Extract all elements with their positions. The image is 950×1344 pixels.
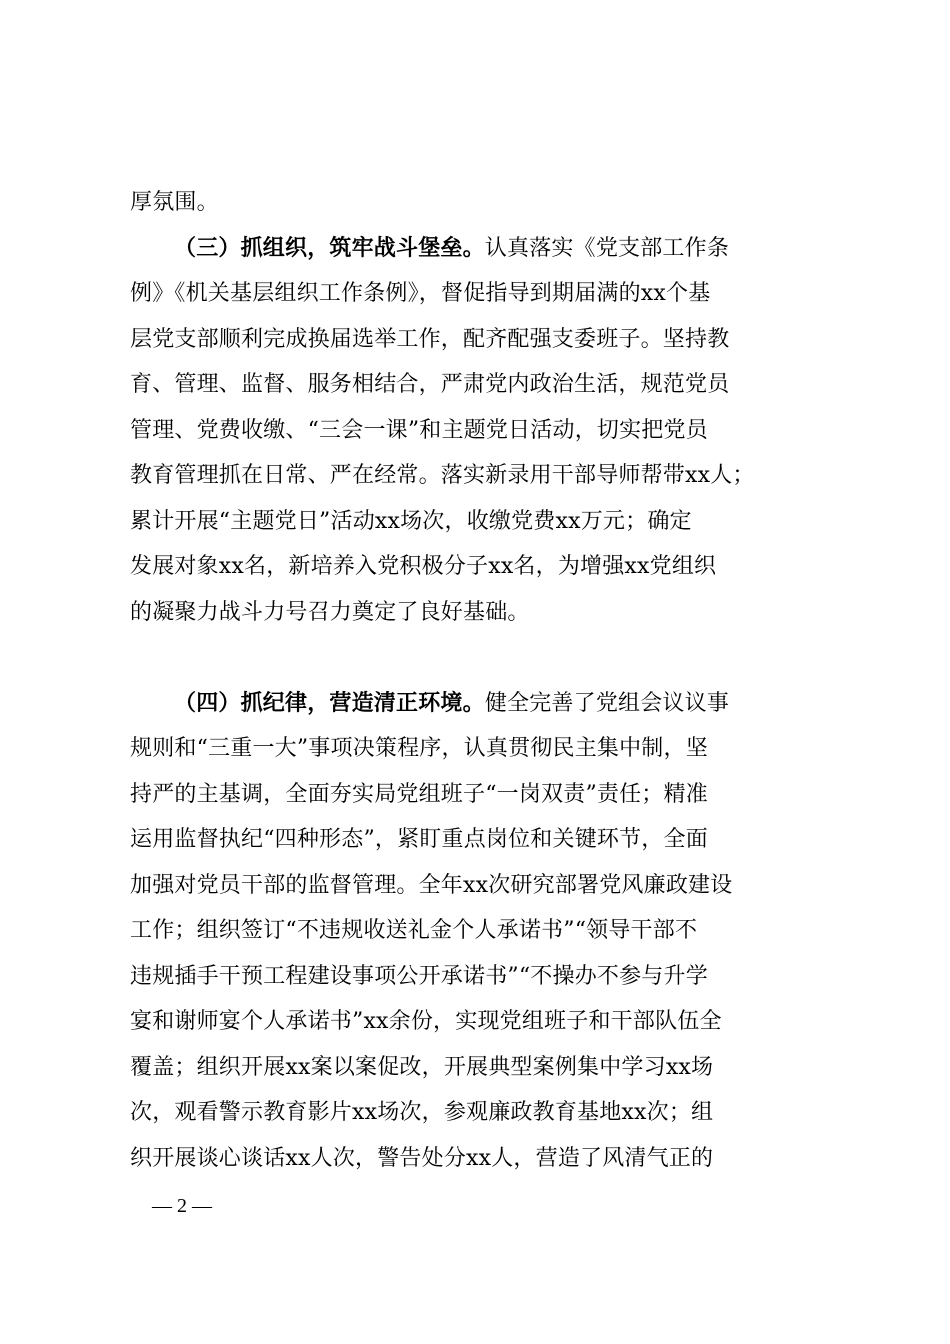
paragraph-line: 累计开展“主题党日”活动xx场次，收缴党费xx万元；确定 [130, 508, 692, 534]
paragraph-text: 健全完善了党组会议议事 [484, 690, 730, 716]
paragraph-line: 覆盖；组织开展xx案以案促改，开展典型案例集中学习xx场 [130, 1054, 714, 1080]
paragraph-line: 运用监督执纪“四种形态”，紧盯重点岗位和关键环节，全面 [130, 827, 708, 852]
paragraph-line: 加强对党员干部的监督管理。全年xx次研究部署党风廉政建设 [130, 872, 733, 898]
paragraph-line: 工作；组织签订“不违规收送礼金个人承诺书”“领导干部不 [130, 918, 698, 943]
paragraph-text: 认真落实《党支部工作条 [484, 235, 730, 261]
paragraph-line: 层党支部顺利完成换届选举工作，配齐配强支委班子。坚持教 [130, 326, 730, 352]
paragraph-line: 例》《机关基层组织工作条例》，督促指导到期届满的xx个基 [130, 281, 711, 306]
paragraph-line: 宴和谢师宴个人承诺书”xx余份，实现党组班子和干部队伍全 [130, 1009, 722, 1034]
page-number: — 2 — [152, 1195, 212, 1217]
paragraph-line: 持严的主基调，全面夯实局党组班子“一岗双责”责任；精准 [130, 781, 708, 807]
paragraph-line: 规则和“三重一大”事项决策程序，认真贯彻民主集中制，坚 [130, 736, 708, 761]
paragraph-line: 违规插手干预工程建设事项公开承诺书”“不操办不参与升学 [130, 963, 708, 989]
paragraph-line: 厚氛围。 [130, 190, 219, 215]
paragraph-line: 的凝聚力战斗力号召力奠定了良好基础。 [130, 599, 530, 625]
paragraph-gap [130, 635, 830, 681]
paragraph-line: 次，观看警示教育影片xx场次，参观廉政教育基地xx次；组 [130, 1100, 714, 1125]
section-heading: （三）抓组织，筑牢战斗堡垒。 [174, 234, 485, 261]
body-text [130, 180, 830, 1181]
paragraph-first-line [130, 681, 830, 727]
paragraph-line: 织开展谈心谈话xx人次，警告处分xx人，营造了风清气正的 [130, 1145, 714, 1171]
paragraph-line: 育、管理、监督、服务相结合，严肃党内政治生活，规范党员 [130, 372, 730, 397]
section-heading: （四）抓纪律，营造清正环境。 [174, 689, 485, 716]
paragraph-line: 发展对象xx名，新培养入党积极分子xx名，为增强xx党组织 [130, 554, 717, 579]
paragraph-line: 管理、党费收缴、“三会一课”和主题党日活动，切实把党员 [130, 417, 708, 443]
paragraph-line: 教育管理抓在日常、严在经常。落实新录用干部导师帮带xx人； [130, 463, 755, 488]
paragraph-first-line [130, 226, 830, 272]
